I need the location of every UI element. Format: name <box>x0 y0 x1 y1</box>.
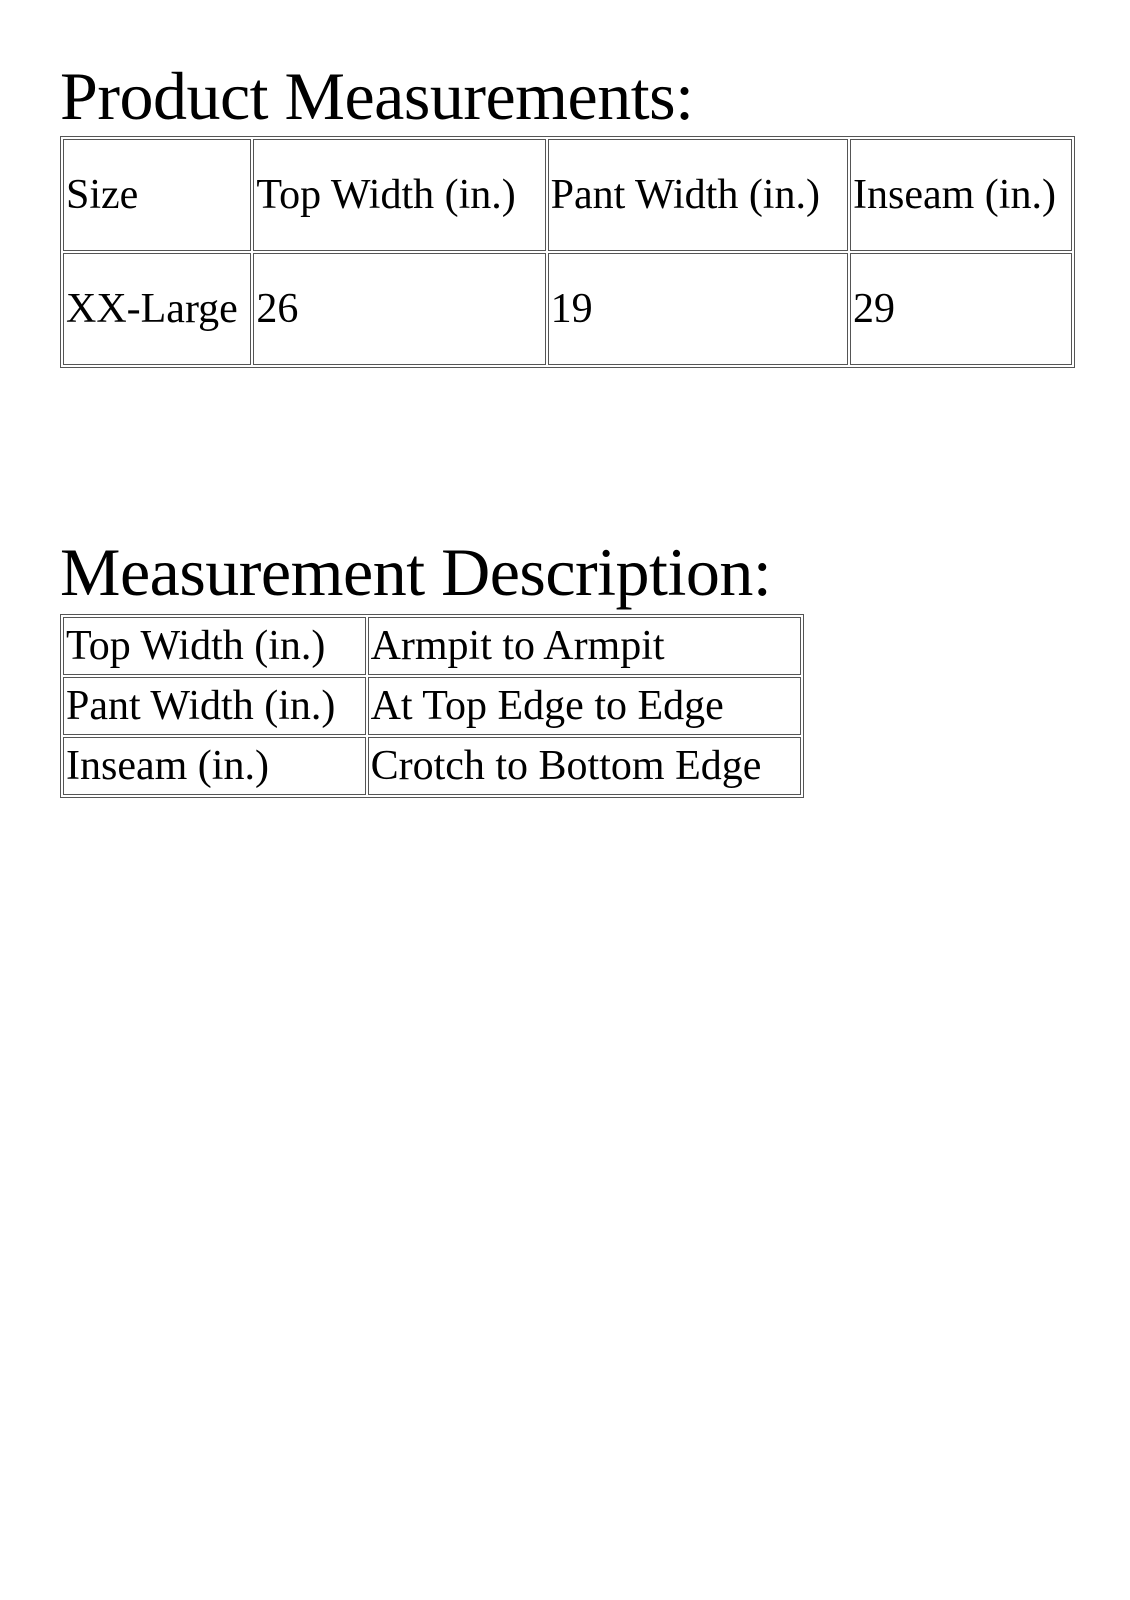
cell-top-width: 26 <box>253 253 545 365</box>
measurement-description-table <box>60 614 804 798</box>
table-row <box>63 617 801 675</box>
product-measurements-title: Product Measurements: <box>60 58 694 134</box>
table-row <box>63 677 801 735</box>
desc-value: Crotch to Bottom Edge <box>368 737 801 795</box>
table-row <box>63 253 1072 365</box>
product-measurements-table <box>60 136 1075 368</box>
cell-size: XX-Large <box>63 253 251 365</box>
header-size: Size <box>63 139 251 251</box>
desc-value: At Top Edge to Edge <box>368 677 801 735</box>
cell-pant-width: 19 <box>548 253 848 365</box>
desc-value: Armpit to Armpit <box>368 617 801 675</box>
desc-term: Inseam (in.) <box>63 737 366 795</box>
cell-inseam: 29 <box>850 253 1072 365</box>
table-header-row <box>63 139 1072 251</box>
header-pant-width: Pant Width (in.) <box>548 139 848 251</box>
desc-term: Top Width (in.) <box>63 617 366 675</box>
header-inseam: Inseam (in.) <box>850 139 1072 251</box>
table-row <box>63 737 801 795</box>
measurement-description-title: Measurement Description: <box>60 534 772 610</box>
header-top-width: Top Width (in.) <box>253 139 545 251</box>
desc-term: Pant Width (in.) <box>63 677 366 735</box>
